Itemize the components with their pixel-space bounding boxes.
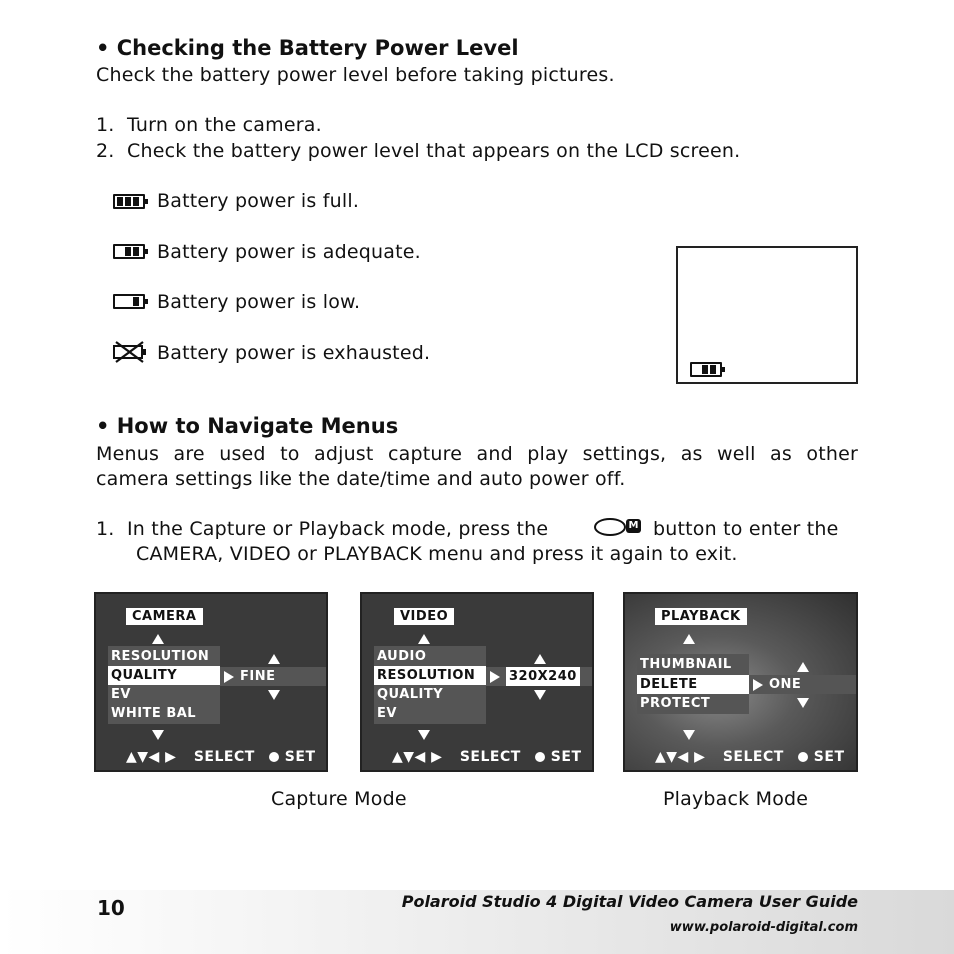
option-up-arrow-icon (534, 654, 546, 664)
menu-button-letter: M (626, 519, 641, 533)
video-menu-list (374, 646, 486, 724)
menu-item-ev[interactable]: EV (111, 687, 131, 702)
battery-adequate-label: Battery power is adequate. (157, 241, 421, 263)
nav-arrows-icon: ▲▼◀ ▶ (126, 749, 177, 765)
step-2-text: 2. Check the battery power level that appears on the LCD screen. (96, 140, 741, 162)
up-arrow-icon (683, 634, 695, 644)
lcd-screen-example (676, 246, 858, 384)
camera-menu-tag: CAMERA (126, 608, 203, 625)
playback-menu-tag: PLAYBACK (655, 608, 747, 625)
set-hint: SET (550, 749, 582, 765)
option-up-arrow-icon (797, 662, 809, 672)
menu-item-audio[interactable]: AUDIO (377, 649, 427, 664)
camera-option-value[interactable]: FINE (240, 669, 276, 684)
footer-title: Polaroid Studio 4 Digital Video Camera User Guide (401, 892, 858, 911)
down-arrow-icon (683, 730, 695, 740)
video-menu-tag: VIDEO (394, 608, 454, 625)
caption-playback-mode: Playback Mode (663, 788, 809, 810)
select-hint: SELECT (722, 749, 784, 765)
battery-low-icon (113, 294, 145, 309)
camera-option-bar (220, 667, 326, 686)
section-heading-menus: • How to Navigate Menus (96, 414, 399, 438)
menu-item-ev[interactable]: EV (377, 706, 397, 721)
caption-capture-mode: Capture Mode (271, 788, 407, 810)
menus-intro-line2: camera settings like the date/time and auto power off. (96, 468, 626, 490)
set-dot-icon (535, 752, 545, 762)
video-option-bar (486, 667, 592, 686)
playback-option-value[interactable]: ONE (769, 677, 802, 692)
battery-low-label: Battery power is low. (157, 291, 361, 313)
menu-item-quality[interactable]: QUALITY (108, 666, 220, 685)
step-1-text: 1. Turn on the camera. (96, 114, 322, 136)
nav-arrows-icon: ▲▼◀ ▶ (655, 749, 706, 765)
page-footer (0, 890, 954, 954)
playback-menu-list (637, 654, 749, 714)
set-dot-icon (269, 752, 279, 762)
down-arrow-icon (418, 730, 430, 740)
battery-intro-text: Check the battery power level before taking pictures. (96, 64, 615, 86)
select-hint: SELECT (193, 749, 255, 765)
lcd-battery-adequate-icon (690, 362, 722, 377)
video-menu-screen (360, 592, 594, 772)
battery-full-icon (113, 194, 145, 209)
set-hint: SET (813, 749, 845, 765)
menu-item-thumbnail[interactable]: THUMBNAIL (640, 657, 732, 672)
option-down-arrow-icon (268, 690, 280, 700)
menu-item-protect[interactable]: PROTECT (640, 696, 711, 711)
option-down-arrow-icon (797, 698, 809, 708)
menus-intro-line1: Menus are used to adjust capture and play settings, as well as other (96, 443, 858, 465)
menu-item-white-bal[interactable]: WHITE BAL (111, 706, 197, 721)
right-arrow-icon (224, 671, 234, 683)
section-heading-battery: • Checking the Battery Power Level (96, 36, 519, 60)
menu-step-1-part1: 1. In the Capture or Playback mode, press the (96, 518, 549, 540)
menu-item-delete[interactable]: DELETE (637, 675, 749, 694)
set-hint: SET (284, 749, 316, 765)
battery-exhausted-icon (112, 340, 148, 364)
menu-step-1-line2: CAMERA, VIDEO or PLAYBACK menu and press it again to exit. (136, 543, 738, 565)
menu-step-1-part2: button to enter the (653, 518, 839, 540)
menu-item-resolution[interactable]: RESOLUTION (111, 649, 210, 664)
nav-arrows-icon: ▲▼◀ ▶ (392, 749, 443, 765)
up-arrow-icon (152, 634, 164, 644)
playback-menu-screen (623, 592, 858, 772)
menu-button-icon (594, 516, 644, 536)
playback-option-bar (749, 675, 856, 694)
up-arrow-icon (418, 634, 430, 644)
footer-url: www.polaroid-digital.com (669, 920, 858, 935)
video-option-value[interactable]: 320X240 (506, 667, 580, 686)
camera-menu-screen (94, 592, 328, 772)
option-up-arrow-icon (268, 654, 280, 664)
video-nav-hint (392, 749, 582, 765)
battery-full-label: Battery power is full. (157, 190, 360, 212)
playback-nav-hint (655, 749, 845, 765)
battery-exhausted-label: Battery power is exhausted. (157, 342, 431, 364)
select-hint: SELECT (459, 749, 521, 765)
page-number: 10 (97, 896, 125, 920)
camera-nav-hint (126, 749, 316, 765)
right-arrow-icon (753, 679, 763, 691)
option-down-arrow-icon (534, 690, 546, 700)
camera-menu-list (108, 646, 220, 724)
battery-adequate-icon (113, 244, 145, 259)
down-arrow-icon (152, 730, 164, 740)
set-dot-icon (798, 752, 808, 762)
right-arrow-icon (490, 671, 500, 683)
menu-item-resolution[interactable]: RESOLUTION (374, 666, 486, 685)
menu-item-quality[interactable]: QUALITY (377, 687, 444, 702)
